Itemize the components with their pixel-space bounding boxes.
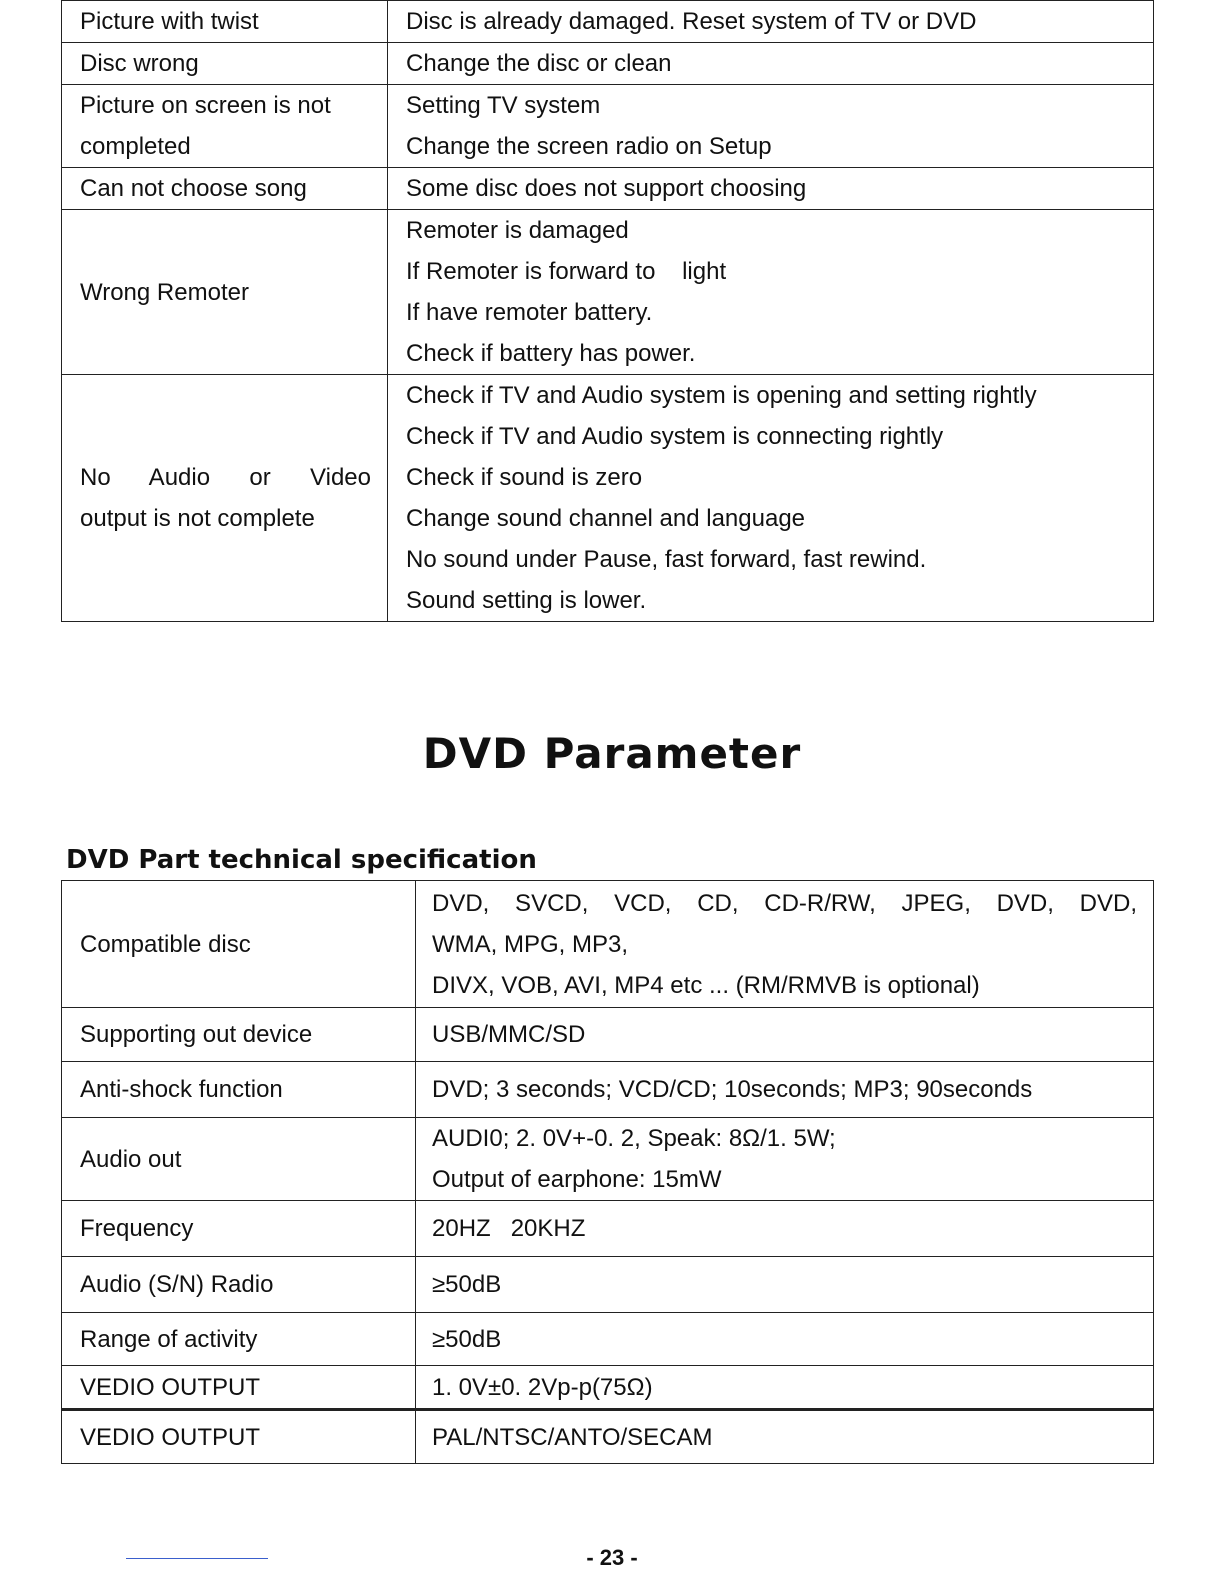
table-row <box>62 168 1154 210</box>
problem-cell <box>62 375 388 622</box>
spec-value-line: PAL/NTSC/ANTO/SECAM <box>432 1423 713 1451</box>
table-row <box>62 210 1154 375</box>
solution-text: Change the screen radio on Setup <box>406 133 772 160</box>
solution-cell <box>388 85 1154 168</box>
solution-text: Sound setting is lower. <box>406 587 647 614</box>
spec-value <box>416 1008 1154 1062</box>
spec-label: VEDIO OUTPUT <box>62 1410 416 1464</box>
solution-cell <box>388 375 1154 622</box>
table-row <box>62 881 1154 1008</box>
spec-value <box>416 1410 1154 1464</box>
spec-value <box>416 1201 1154 1257</box>
problem-text: output is not complete <box>80 505 315 532</box>
table-row <box>62 1062 1154 1118</box>
spec-value-line: ≥50dB <box>432 1271 502 1298</box>
solution-text: Check if battery has power. <box>406 340 696 367</box>
solution-text: Setting TV system <box>406 92 601 119</box>
spec-value-line: 20HZ 20KHZ <box>432 1215 586 1242</box>
spec-label: VEDIO OUTPUT <box>62 1366 416 1410</box>
table-row <box>62 43 1154 85</box>
spec-label: Supporting out device <box>62 1008 416 1062</box>
table-row <box>62 1118 1154 1201</box>
spec-label: Compatible disc <box>62 881 416 1008</box>
table-row <box>62 1257 1154 1313</box>
table-row <box>62 1313 1154 1366</box>
solution-text: Check if TV and Audio system is connecting rightly <box>406 423 944 450</box>
spec-label: Audio out <box>62 1118 416 1201</box>
spec-value-line: DVD, SVCD, VCD, CD, CD-R/RW, JPEG, DVD, DVD, <box>432 889 1137 917</box>
solution-text: Some disc does not support choosing <box>406 175 807 202</box>
problem-cell <box>62 168 388 210</box>
problem-cell <box>62 43 388 85</box>
spec-value <box>416 881 1154 1008</box>
problem-text: No Audio or Video <box>80 464 371 491</box>
spec-value-line: DIVX, VOB, AVI, MP4 etc ... (RM/RMVB is optional) <box>432 971 980 999</box>
solution-text: Change sound channel and language <box>406 505 806 532</box>
table-row <box>62 1008 1154 1062</box>
problem-text: Wrong Remoter <box>80 278 249 306</box>
table-row <box>62 85 1154 168</box>
spec-value-line: DVD; 3 seconds; VCD/CD; 10seconds; MP3; 90seconds <box>432 1076 1033 1103</box>
spec-value-line: ≥50dB <box>432 1325 502 1353</box>
solution-text: Check if TV and Audio system is opening and setting rightly <box>406 382 1037 409</box>
spec-label: Range of activity <box>62 1313 416 1366</box>
solution-text: Change the disc or clean <box>406 50 672 77</box>
problem-cell <box>62 210 388 375</box>
problem-text: Disc wrong <box>80 50 199 77</box>
spec-value-line: Output of earphone: 15mW <box>432 1166 722 1193</box>
page-title: DVD Parameter <box>422 729 802 778</box>
spec-value <box>416 1366 1154 1410</box>
solution-text: No sound under Pause, fast forward, fast rewind. <box>406 546 927 573</box>
spec-label: Frequency <box>62 1201 416 1257</box>
solution-text: If have remoter battery. <box>406 299 653 326</box>
spec-value-line: USB/MMC/SD <box>432 1021 586 1048</box>
table-row <box>62 375 1154 622</box>
section-heading: DVD Part technical specification <box>66 845 537 875</box>
problem-cell <box>62 1 388 43</box>
table-row <box>62 1366 1154 1410</box>
spec-label: Audio (S/N) Radio <box>62 1257 416 1313</box>
table-row <box>62 1201 1154 1257</box>
spec-label: Anti-shock function <box>62 1062 416 1118</box>
solution-cell <box>388 43 1154 85</box>
problem-cell <box>62 85 388 168</box>
solution-text: Remoter is damaged <box>406 217 629 244</box>
spec-value <box>416 1313 1154 1366</box>
spec-value <box>416 1062 1154 1118</box>
solution-cell <box>388 210 1154 375</box>
problem-text: Can not choose song <box>80 175 307 202</box>
table-row <box>62 1 1154 43</box>
solution-text: Check if sound is zero <box>406 464 643 491</box>
spec-table <box>61 880 1154 1464</box>
solution-cell <box>388 168 1154 210</box>
spec-value <box>416 1257 1154 1313</box>
page-number: - 23 - <box>586 1545 638 1570</box>
spec-value-line: WMA, MPG, MP3, <box>432 930 629 958</box>
spec-value-line: 1. 0V±0. 2Vp-p(75Ω) <box>432 1373 653 1401</box>
solution-text: Disc is already damaged. Reset system of TV or DVD <box>406 8 977 35</box>
problem-text: Picture on screen is not <box>80 92 331 119</box>
solution-text: If Remoter is forward to light <box>406 258 727 285</box>
problem-text: completed <box>80 133 191 160</box>
problem-text: Picture with twist <box>80 8 259 35</box>
solution-cell <box>388 1 1154 43</box>
spec-value <box>416 1118 1154 1201</box>
troubleshooting-table <box>61 0 1154 622</box>
spec-value-line: AUDI0; 2. 0V+-0. 2, Speak: 8Ω/1. 5W; <box>432 1125 836 1152</box>
table-row <box>62 1410 1154 1464</box>
